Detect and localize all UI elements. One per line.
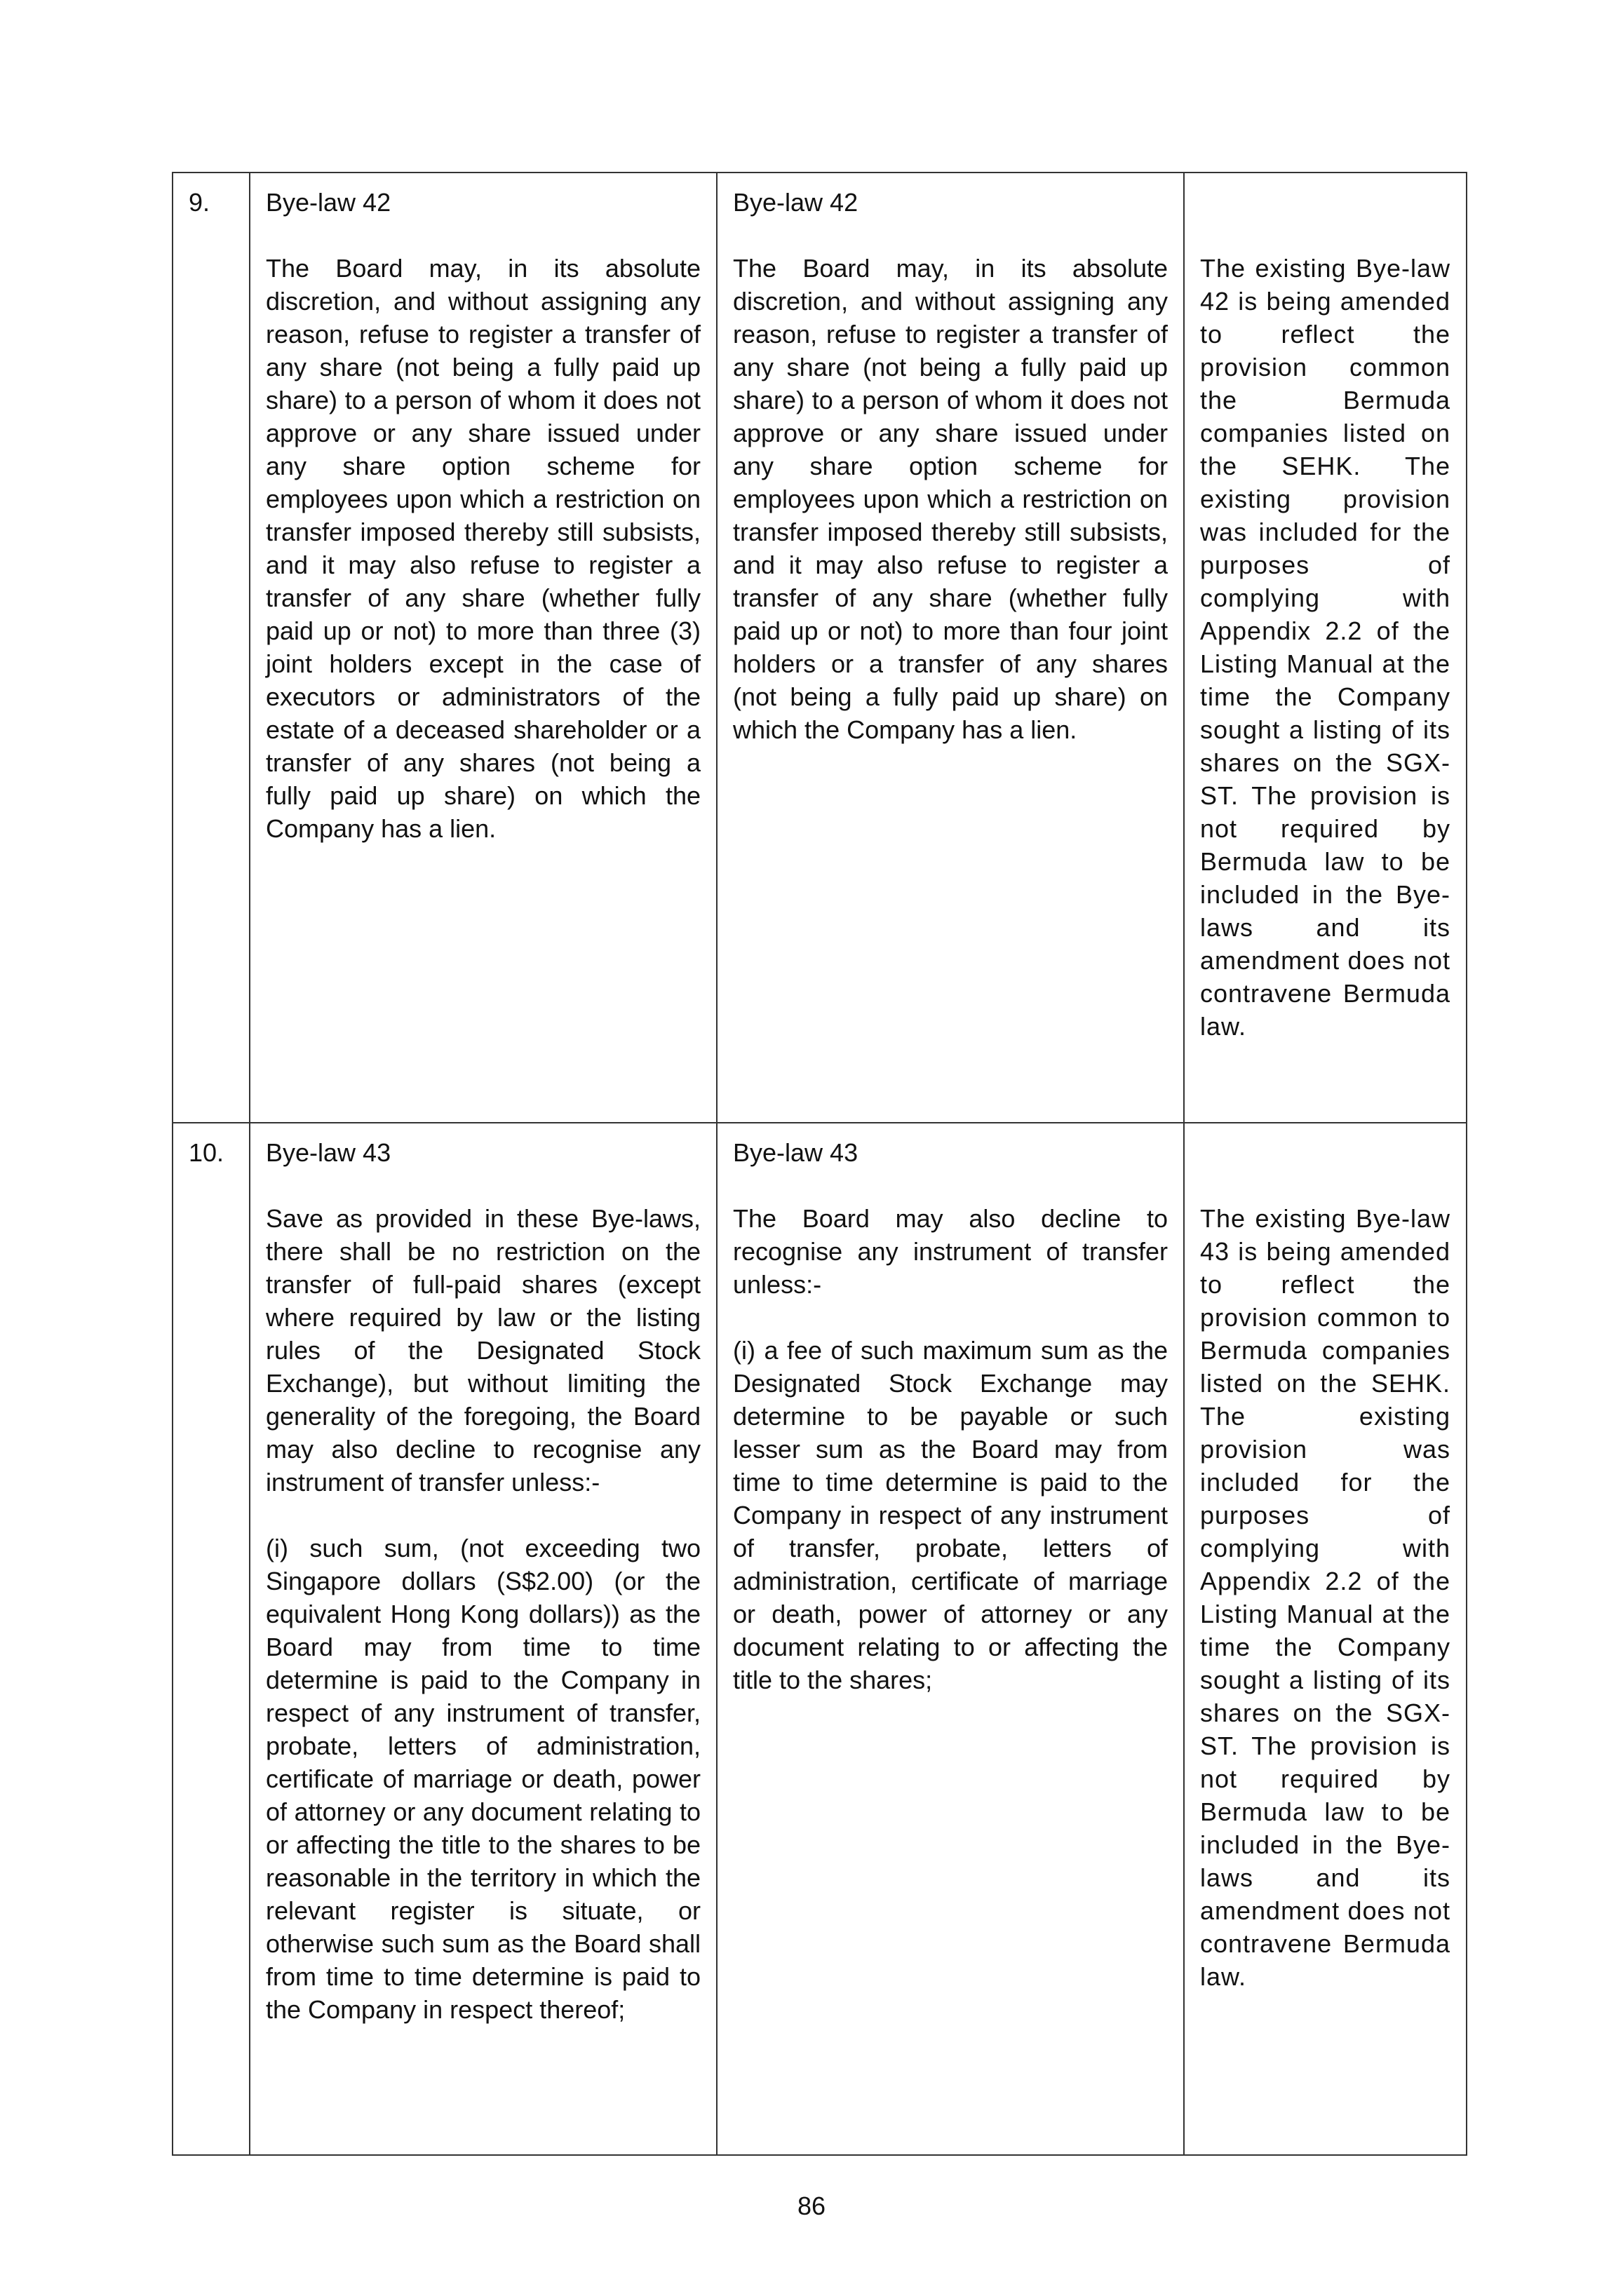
proposed-bye-law-text: The Board may also decline to recognise any instrument of transfer unless:-	[733, 1204, 1168, 1299]
row-number: 10.	[189, 1138, 224, 1167]
existing-bye-law-text: (i) such sum, (not exceeding two Singapore dollars (S$2.00) (or the equivalent Hong Kong dollars)) as the Board may from time to time determine is paid to the Company in respect of any instrument of transfer, probate, letters of administration, certificate of marriage or death, power of attorney or any document relating to or affecting the title to the shares to be reasonable in the territory in which the relevant register is situate, or otherwise such sum as the Board shall from time to time determine is paid to the Company in respect thereof;	[266, 1534, 701, 2024]
row-number-cell	[173, 173, 250, 1123]
proposed-bye-law-text: The Board may, in its absolute discretion, and without assigning any reason, refuse to register a transfer of any share (not being a fully paid up share) to a person of whom it does not approve or any share issued under any share option scheme for employees upon which a restriction on transfer imposed thereby still subsists, and it may also refuse to register a transfer of any share (whether fully paid up or not) to more than four joint holders or a transfer of any shares (not being a fully paid up share) on which the Company has a lien.	[733, 254, 1168, 744]
table-row	[173, 173, 1467, 1123]
proposed-bye-law-text: (i) a fee of such maximum sum as the Designated Stock Exchange may determine to be payable or such lesser sum as the Board may from time to time determine is paid to the Company in respect of any instrument of transfer, probate, letters of administration, certificate of marriage or death, power of attorney or any document relating to or affecting the title to the shares;	[733, 1336, 1168, 1694]
existing-bye-law-text: Save as provided in these Bye-laws, there shall be no restriction on the transfer of full-paid shares (except where required by law or the listing rules of the Designated Stock Exchange), but without limiting the generality of the foregoing, the Board may also decline to recognise any instrument of transfer unless:-	[266, 1204, 701, 1497]
existing-bye-law-heading: Bye-law 43	[266, 1138, 391, 1167]
proposed-bye-law-heading: Bye-law 42	[733, 188, 858, 217]
row-number-cell	[173, 1123, 250, 2155]
remarks-cell	[1184, 173, 1467, 1123]
existing-bye-law-cell	[250, 1123, 717, 2155]
proposed-bye-law-cell	[717, 173, 1184, 1123]
remarks-text: The existing Bye-law 43 is being amended to reflect the provision common to Bermuda companies listed on the SEHK. The existing provision was included for the purposes of complying with Appendix 2.2 of the Listing Manual at the time the Company sought a listing of its shares on the SGX-ST. The provision is not required by Bermuda law to be included in the Bye-laws and its amendment does not contravene Bermuda law.	[1200, 1204, 1450, 1991]
bye-law-comparison-table	[172, 172, 1467, 2156]
row-number: 9.	[189, 188, 210, 217]
proposed-bye-law-heading: Bye-law 43	[733, 1138, 858, 1167]
table-row	[173, 1123, 1467, 2155]
existing-bye-law-heading: Bye-law 42	[266, 188, 391, 217]
remarks-text: The existing Bye-law 42 is being amended to reflect the provision common the Bermuda companies listed on the SEHK. The existing provision was included for the purposes of complying with Appendix 2.2 of the Listing Manual at the time the Company sought a listing of its shares on the SGX-ST. The provision is not required by Bermuda law to be included in the Bye-laws and its amendment does not contravene Bermuda law.	[1200, 254, 1450, 1041]
proposed-bye-law-cell	[717, 1123, 1184, 2155]
remarks-cell	[1184, 1123, 1467, 2155]
existing-bye-law-text: The Board may, in its absolute discretion, and without assigning any reason, refuse to register a transfer of any share (not being a fully paid up share) to a person of whom it does not approve or any share issued under any share option scheme for employees upon which a restriction on transfer imposed thereby still subsists, and it may also refuse to register a transfer of any share (whether fully paid up or not) to more than three (3) joint holders except in the case of executors or administrators of the estate of a deceased shareholder or a transfer of any shares (not being a fully paid up share) on which the Company has a lien.	[266, 254, 701, 843]
existing-bye-law-cell	[250, 173, 717, 1123]
page-number: 86	[797, 2192, 826, 2220]
